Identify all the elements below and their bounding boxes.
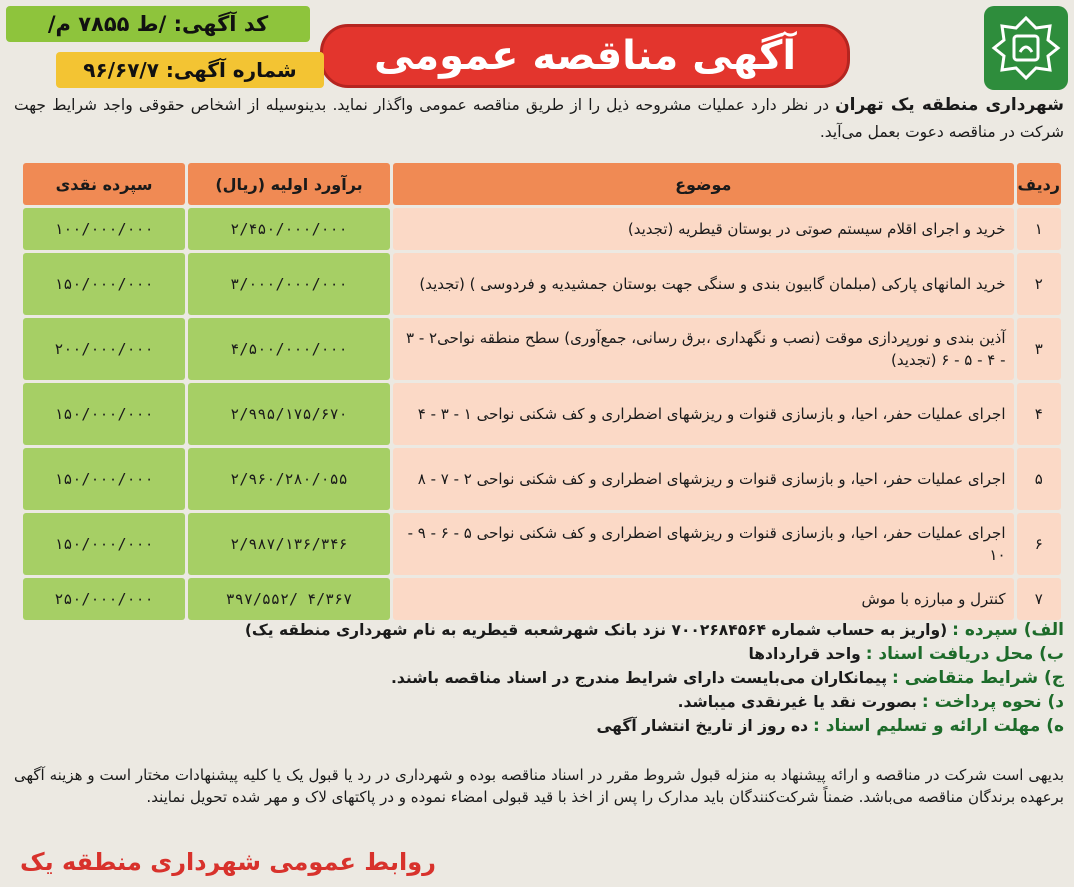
row-subject: اجرای عملیات حفر، احیا، و بازسازی قنوات و ریزشهای اضطراری و کف شکنی نواحی ۱ - ۳ - ۴ (393, 383, 1014, 445)
row-deposit: ۲۵۰/۰۰۰/۰۰۰ (23, 578, 185, 620)
row-subject: خرید المانهای پارکی (مبلمان گابیون بندی و سنگی جهت بوستان جمشیدیه و فردوسی ) (تجدید) (393, 253, 1014, 315)
tender-table (20, 160, 1064, 623)
row-deposit: ۱۵۰/۰۰۰/۰۰۰ (23, 448, 185, 510)
condition-label: الف) سپرده : (952, 620, 1064, 640)
condition-text: (واریز به حساب شماره ۷۰۰۲۶۸۴۵۶۴ نزد بانک شهرشعبه قیطریه به نام شهرداری منطقه یک) (244, 621, 948, 639)
intro-paragraph (14, 92, 1064, 146)
row-deposit: ۱۵۰/۰۰۰/۰۰۰ (23, 513, 185, 575)
row-deposit: ۱۵۰/۰۰۰/۰۰۰ (23, 253, 185, 315)
row-number: ۷ (1017, 578, 1061, 620)
condition-text: واحد قراردادها (748, 645, 861, 663)
row-number: ۴ (1017, 383, 1061, 445)
organization-name: شهرداری منطقه یک تهران (835, 95, 1064, 115)
ad-number: شماره آگهی: ۹۶/۶۷/۷ (56, 52, 324, 88)
intro-text: در نظر دارد عملیات مشروحه ذیل را از طریق مناقصه عمومی واگذار نماید. بدینوسیله از اشخاص حقوقی واجد شرایط جهت شرکت در مناقصه دعوت بعمل می‌آید. (14, 96, 1064, 141)
footer-signature: روابط عمومی شهرداری منطقه یک (20, 848, 436, 876)
ad-code: کد آگهی: /ط ۷۸۵۵ م/ (6, 6, 310, 42)
row-subject: آذین بندی و نورپردازی موقت (نصب و نگهداری ،برق رسانی، جمع‌آوری) سطح منطقه نواحی۲ - ۳ - ۴ - ۵ - ۶ (تجدید) (393, 318, 1014, 380)
row-deposit: ۱۰۰/۰۰۰/۰۰۰ (23, 208, 185, 250)
condition-text: ده روز از تاریخ انتشار آگهی (596, 717, 809, 735)
row-number: ۶ (1017, 513, 1061, 575)
row-subject: اجرای عملیات حفر، احیا، و بازسازی قنوات و ریزشهای اضطراری و کف شکنی نواحی ۲ - ۷ - ۸ (393, 448, 1014, 510)
notice-paragraph: بدیهی است شرکت در مناقصه و ارائه پیشنهاد به منزله قبول شروط مقرر در اسناد مناقصه بوده و شهرداری در رد یا قبول یک یا کلیه پیشنهادات مختار است و هزینه آگهی برعهده برندگان مناقصه می‌باشد. ضمناً شرکت‌کنندگان باید مدارک را پس از اخذ با قید قبولی امضاء نموده و در پاکتهای لاک و مهر شده تحویل نمایند. (14, 766, 1064, 806)
table-header-row (23, 163, 1061, 205)
tehran-municipality-logo-icon (990, 12, 1062, 84)
condition-text: بصورت نقد یا غیرنقدی میباشد. (677, 693, 917, 711)
condition-text: پیمانکاران می‌بایست دارای شرایط مندرج در اسناد مناقصه باشند. (391, 669, 888, 687)
table-row (23, 318, 1061, 380)
condition-item (14, 666, 1064, 690)
condition-label: ج) شرایط متقاضی : (892, 668, 1064, 688)
row-estimate: ۴/۵۰۰/۰۰۰/۰۰۰ (188, 318, 390, 380)
row-number: ۳ (1017, 318, 1061, 380)
row-estimate: ۲/۹۹۵/۱۷۵/۶۷۰ (188, 383, 390, 445)
row-estimate: ۴/۳۶۷ /۳۹۷/۵۵۲ (188, 578, 390, 620)
conditions-list (14, 618, 1064, 738)
condition-label: د) نحوه پرداخت : (921, 692, 1064, 712)
table-row (23, 253, 1061, 315)
table-row (23, 448, 1061, 510)
row-deposit: ۱۵۰/۰۰۰/۰۰۰ (23, 383, 185, 445)
condition-item (14, 642, 1064, 666)
header-row-number: ردیف (1017, 163, 1061, 205)
condition-label: ه) مهلت ارائه و تسلیم اسناد : (813, 716, 1064, 736)
condition-item (14, 714, 1064, 738)
row-estimate: ۲/۹۶۰/۲۸۰/۰۵۵ (188, 448, 390, 510)
header-estimate: برآورد اولیه (ریال) (188, 163, 390, 205)
row-subject: خرید و اجرای اقلام سیستم صوتی در بوستان قیطریه (تجدید) (393, 208, 1014, 250)
row-number: ۲ (1017, 253, 1061, 315)
row-estimate: ۲/۹۸۷/۱۳۶/۳۴۶ (188, 513, 390, 575)
condition-item (14, 618, 1064, 642)
table-row (23, 383, 1061, 445)
table-row (23, 513, 1061, 575)
row-estimate: ۲/۴۵۰/۰۰۰/۰۰۰ (188, 208, 390, 250)
header-subject: موضوع (393, 163, 1014, 205)
municipality-logo (984, 6, 1068, 90)
ad-title: آگهی مناقصه عمومی (320, 24, 850, 88)
row-number: ۱ (1017, 208, 1061, 250)
row-subject: کنترل و مبارزه با موش (393, 578, 1014, 620)
table-row (23, 208, 1061, 250)
row-subject: اجرای عملیات حفر، احیا، و بازسازی قنوات و ریزشهای اضطراری و کف شکنی نواحی ۵ - ۶ - ۹ - ۱۰ (393, 513, 1014, 575)
row-number: ۵ (1017, 448, 1061, 510)
condition-label: ب) محل دریافت اسناد : (865, 644, 1064, 664)
row-deposit: ۲۰۰/۰۰۰/۰۰۰ (23, 318, 185, 380)
condition-item (14, 690, 1064, 714)
row-estimate: ۳/۰۰۰/۰۰۰/۰۰۰ (188, 253, 390, 315)
table-row (23, 578, 1061, 620)
header-deposit: سپرده نقدی (23, 163, 185, 205)
